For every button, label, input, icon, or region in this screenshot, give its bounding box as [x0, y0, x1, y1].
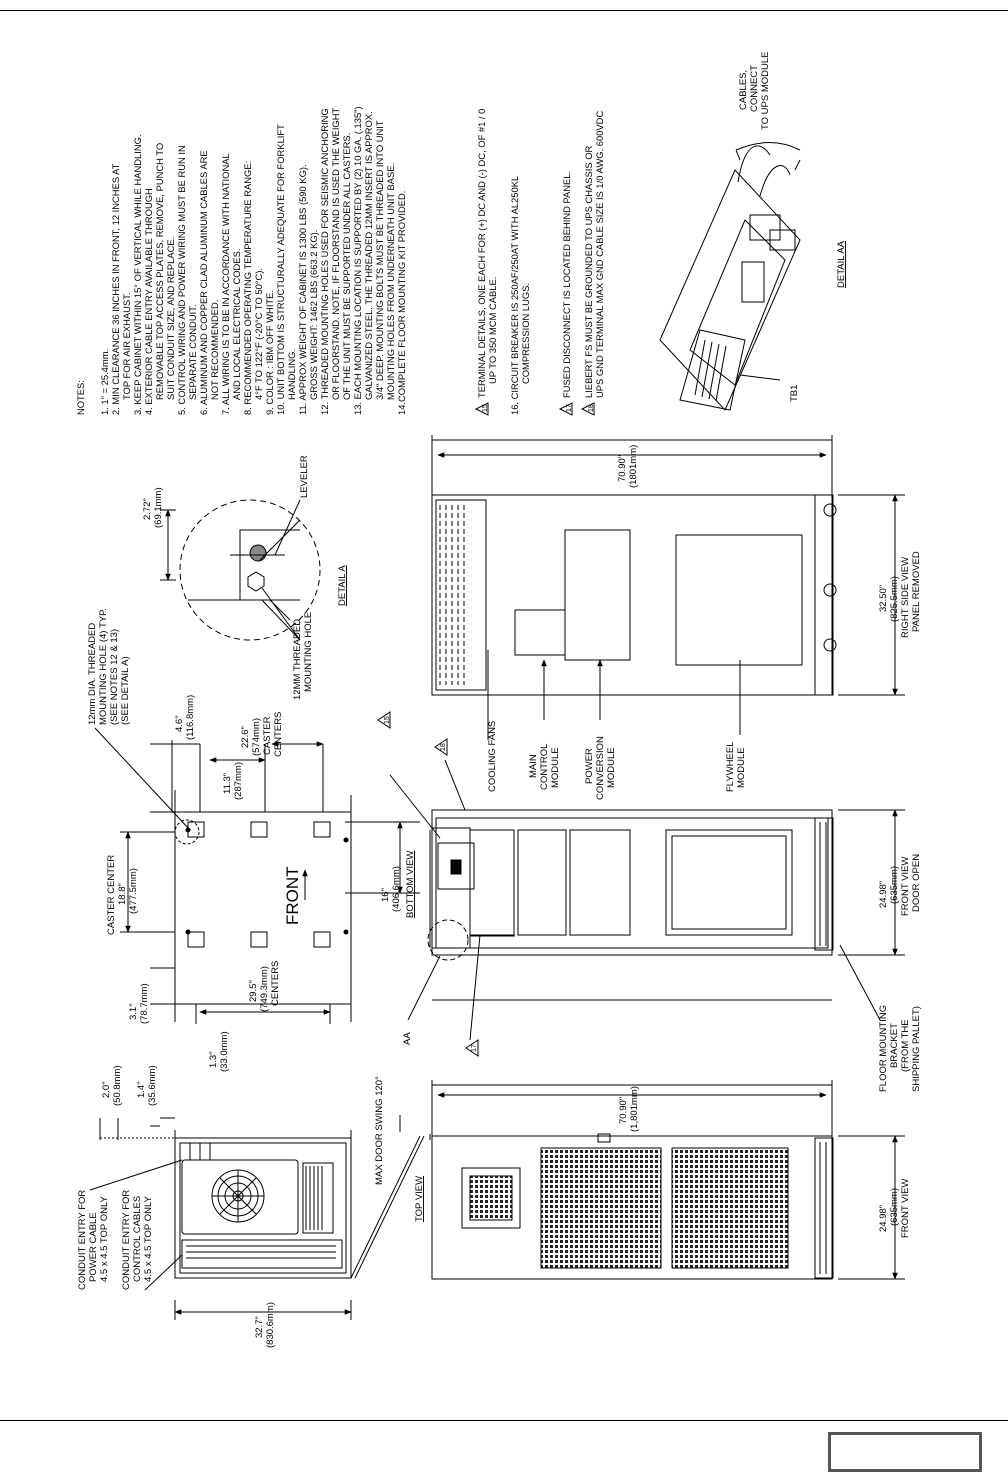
right-side-view	[432, 435, 905, 695]
power-conversion-module	[570, 830, 630, 935]
main-control-label: MAIN	[528, 754, 539, 778]
caster-icon	[188, 932, 204, 947]
note-line: 9. COLOR : IBM OFF WHITE.	[264, 289, 275, 415]
caster-centers-label: 29.5"	[248, 980, 259, 1002]
leader-line	[95, 728, 190, 830]
depth-label: 16"	[380, 888, 391, 902]
leader-line	[408, 956, 440, 1020]
cable-lug-icon	[750, 215, 780, 240]
side-view-title: PANEL REMOVED	[911, 551, 922, 632]
leader-line	[840, 945, 880, 1020]
front-width-label: (635mm)	[889, 1187, 900, 1226]
front-open-title: DOOR OPEN	[911, 853, 922, 912]
detail-aa-title: DETAIL AA	[836, 241, 847, 288]
flag-number: 18	[588, 404, 595, 412]
top-view-outline	[175, 1138, 351, 1278]
main-control-module	[470, 830, 514, 935]
dim-113-label: (287mm)	[233, 761, 244, 800]
caster-centers-label: CENTERS	[270, 960, 281, 1006]
note-line: OR FLOORSTAND. NOTE, IF FLOORSTAND IS USED THE WEIGHT	[330, 107, 341, 400]
power-conversion-box	[565, 530, 630, 660]
note-line: OF THE UNIT MUST BE SUPPORTED UNDER ALL CASTERS.	[341, 132, 352, 400]
conduit-control-label: CONTROL CABLES	[132, 1195, 143, 1282]
leveler-icon	[250, 545, 266, 561]
dim-2-label: 2.0"	[101, 1081, 112, 1098]
detail-a-title: DETAIL A	[337, 565, 348, 606]
note-line: 16. CIRCUIT BREAKER IS 250AF/250AT WITH AL250KL	[509, 175, 520, 415]
bracket-label: (FROM THE	[900, 1019, 911, 1072]
floor-bracket	[815, 818, 833, 950]
conduit-control-label: CONDUIT ENTRY FOR	[121, 1189, 132, 1290]
dim-13-label: 1.3"	[208, 1051, 219, 1068]
note-line: 13. EACH MOUNTING LOCATION IS SUPPORTED BY (2) 10 GA. (.135")	[352, 106, 363, 415]
front-height-label: 70.90"	[618, 1096, 629, 1124]
aa-callout-label: AA	[402, 1032, 413, 1045]
note-line: AND LOCAL ELECTRICAL CODES.	[231, 248, 242, 400]
note-line: 7. ALL WIRING IS TO BE IN ACCORDANCE WITH NATIONAL	[220, 153, 231, 415]
tb1-block	[680, 330, 745, 410]
flag-number: 17	[566, 404, 573, 412]
conduit-power-label: CONDUIT ENTRY FOR	[77, 1189, 88, 1290]
cabinet-outline	[432, 810, 832, 955]
dim-46-label: (116.8mm)	[185, 694, 196, 740]
detail-a-hole-label: 12MM THREADED	[292, 618, 303, 700]
conduit-power-label: POWER CABLE	[88, 1212, 99, 1282]
caster-wheel-icon	[824, 504, 836, 516]
dim-226-label: CASTER	[262, 716, 273, 755]
conduit-entry-power	[182, 1240, 342, 1268]
mounting-hole-icon	[248, 572, 264, 591]
note-line: 11. APPROX WEIGHT OF CABINET IS 1300 LBS (590 KG).	[297, 164, 308, 415]
caster-center-label: 18.8"	[117, 883, 128, 905]
note-line: UP TO 350 MCM CABLE.	[487, 276, 498, 384]
note-line: GALVANIZED STEEL. THE THREADED 12MM INSERT IS APPROX.	[363, 111, 374, 400]
front-open-width: (635mm)	[889, 865, 900, 904]
flag-number: 17	[471, 1044, 478, 1052]
bottom-view	[95, 728, 420, 1024]
notes-heading: NOTES:	[75, 380, 86, 415]
note-line: TOP FOR AIR EXHAUST.	[121, 292, 132, 400]
leader-line	[390, 775, 440, 838]
front-view-title: FRONT VIEW	[900, 1178, 911, 1238]
side-height-label: 70.90"	[617, 454, 628, 482]
leader-line	[275, 500, 300, 555]
dim-226-label: 22.6"	[240, 726, 251, 748]
note-line: 3. KEEP CABINET WITHIN 15° OF VERTICAL WHILE HANDLING.	[132, 134, 143, 415]
caster-centers-label: (749.3mm)	[259, 966, 270, 1012]
fan-plate	[182, 1160, 298, 1234]
flywheel-module	[666, 830, 792, 935]
flywheel-box	[676, 535, 802, 665]
caster-center-label: CASTER CENTER	[106, 854, 117, 935]
power-conversion-label: MODULE	[606, 747, 617, 788]
front-height-label: (1,801mm)	[629, 1086, 640, 1132]
detail-a-hole-label: MOUNTING HOLE	[303, 611, 314, 692]
floor-bracket	[815, 1138, 833, 1278]
dim-31-label: (78.7mm)	[139, 983, 150, 1024]
note-line: COMPRESSION LUGS.	[520, 282, 531, 384]
power-conversion-label: CONVERSION	[595, 736, 606, 800]
dim-2-label: (50.8mm)	[112, 1065, 123, 1106]
note-line: 10. UNIT BOTTOM IS STRUCTURALLY ADEQUATE FOR FORKLIFT	[275, 124, 286, 415]
note-line: 14.COMPLETE FLOOR MOUNTING KIT PROVIDED.	[396, 190, 407, 415]
front-view	[430, 1080, 905, 1279]
leader-line	[740, 375, 780, 380]
flywheel-label: MODULE	[736, 747, 747, 788]
hole-label: MOUNTING HOLE (4) TYP.	[98, 608, 109, 725]
side-height-label: (1801mm)	[628, 444, 639, 488]
note-line: 8. RECOMMENDED OPERATING TEMPERATURE RANGE:	[242, 160, 253, 415]
bottom-view-title: BOTTOM VIEW	[405, 850, 416, 918]
detail-aa	[660, 143, 800, 411]
flag-number: 15	[482, 404, 489, 412]
bracket-label: BRACKET	[889, 1023, 900, 1068]
note-line: REMOVABLE TOP ACCESS PLATES. REMOVE, PUNCH TO	[154, 142, 165, 400]
note-line: 12. THREADED MOUNTING HOLES USED FOR SEISMIC ANCHORING	[319, 108, 330, 415]
leader-line	[90, 1160, 182, 1190]
door-swing-label: MAX DOOR SWING 120°	[374, 1076, 385, 1185]
caster-wheel-icon	[824, 639, 836, 651]
hole-label: (SEE NOTES 12 & 13)	[109, 628, 120, 725]
caster-icon	[314, 932, 330, 947]
note-line: TERMINAL DETAILS, ONE EACH FOR (+) DC AND (-) DC, OF #1 / 0	[476, 108, 487, 398]
cooling-fans-section	[436, 500, 486, 690]
power-conversion-label: POWER	[584, 748, 595, 784]
mounting-hole-icon	[186, 930, 190, 934]
note-line: 1. 1" = 25.4mm.	[99, 348, 110, 415]
cooling-fans-label: COOLING FANS	[487, 720, 498, 792]
tb1-label: TB1	[789, 384, 800, 402]
dim-14-label: (35.6mm)	[147, 1065, 158, 1106]
note-line: FUSED DISCONNECT IS LOCATED BEHIND PANEL.	[561, 170, 572, 398]
note-line: LIEBERT FS MUST BE GROUNDED TO UPS CHASSIS OR	[583, 145, 594, 398]
note-line: SUIT CONDUIT SIZE, AND REPLACE.	[165, 236, 176, 400]
mounting-hole-icon	[344, 838, 348, 842]
side-view-title: RIGHT SIDE VIEW	[900, 556, 911, 638]
note-line: UPS GND TERMINAL MAX GND CABLE SIZE IS 1/0 AWG. 600VDC	[594, 110, 605, 398]
front-label: FRONT	[283, 866, 302, 925]
conduit-control-label: 4.5 x 4.5 TOP ONLY	[143, 1196, 154, 1282]
caster-center-label: (477.5mm)	[128, 868, 139, 914]
top-width-label: (830.6mm)	[265, 1302, 276, 1348]
detail-a-dim: 2.72"	[142, 498, 153, 520]
hole-label: (SEE DETAIL A)	[120, 656, 131, 725]
note-line: NOT RECOMMENDED.	[209, 299, 220, 400]
caster-icon	[314, 822, 330, 837]
cables-label: TO UPS MODULE	[760, 51, 771, 130]
note-line: 4°F TO 122°F (-20°C TO 50°C).	[253, 267, 264, 400]
note-line: 6. ALUMINUM AND COPPER CLAD ALUMINUM CABLES ARE	[198, 150, 209, 415]
note-line: HANDLING.	[286, 348, 297, 400]
hole-label: 12mm DIA. THREADED	[87, 622, 98, 725]
vent-grille	[672, 1148, 788, 1268]
dim-13-label: (33.0mm)	[219, 1031, 230, 1072]
note-line: 4. EXTERIOR CABLE ENTRY AVAILABLE THROUGH	[143, 188, 154, 415]
caster-wheel-icon	[824, 584, 836, 596]
flywheel-label: FLYWHEEL	[725, 741, 736, 792]
leader-line	[470, 935, 480, 1040]
depth-label: (406.6mm)	[391, 866, 402, 912]
note-line: 5. CONTROL WIRING AND POWER WIRING MUST BE RUN IN	[176, 145, 187, 415]
detail-a-dim: (69.1mm)	[153, 487, 164, 528]
vent-grille	[541, 1148, 661, 1268]
top-width-label: 32.7"	[254, 1316, 265, 1338]
door-handle-icon	[598, 1134, 610, 1142]
front-width-label: 24.98"	[878, 1204, 889, 1232]
leveler-label: LEVELER	[299, 455, 310, 498]
side-depth-label: (825.5mm)	[889, 576, 900, 622]
flag-number: 18	[440, 743, 447, 751]
note-line: SEPARATE CONDUIT.	[187, 304, 198, 400]
flag-number: 15	[384, 716, 391, 724]
note-line: 2. MIN CLEARANCE 36 INCHES IN FRONT, 12 INCHES AT	[110, 163, 121, 415]
breaker-icon	[742, 262, 764, 302]
door-swing-line	[351, 1136, 420, 1278]
caster-icon	[251, 822, 267, 837]
notes-block	[75, 106, 605, 415]
note-line: GROSS WEIGHT: 1462 LBS (663.2 KG).	[308, 229, 319, 400]
leader-line	[445, 760, 465, 810]
note-line: 3/4" DEEP. MOUNTING BOLTS MUST BE THREADED INTO UNIT	[374, 120, 385, 400]
cables-label: CABLES,	[738, 69, 749, 110]
dim-226-label: CENTERS	[273, 711, 284, 757]
main-control-label: MODULE	[550, 747, 561, 788]
side-depth-label: 32.50"	[878, 584, 889, 612]
caster-icon	[251, 932, 267, 947]
dim-14-label: 1.4"	[136, 1081, 147, 1098]
bracket-label: SHIPPING PALLET)	[911, 1006, 922, 1092]
mounting-hole-icon	[344, 930, 348, 934]
main-control-label: CONTROL	[539, 743, 550, 790]
main-control-module-2	[518, 830, 566, 935]
detail-aa-callout	[428, 920, 468, 960]
cables-label: CONNECT	[749, 65, 760, 112]
main-control-box	[515, 610, 565, 655]
front-open-title: FRONT VIEW	[900, 856, 911, 916]
front-open-width: 24.98"	[878, 880, 889, 908]
front-view-door-open	[378, 712, 905, 1056]
dim-31-label: 3.1"	[128, 1003, 139, 1020]
bracket-label: FLOOR MOUNTING	[878, 1004, 889, 1092]
dim-46-label: 4.6"	[174, 715, 185, 732]
dim-113-label: 11.3"	[222, 772, 233, 794]
top-view-title: TOP VIEW	[414, 1175, 425, 1222]
terminal-plate	[660, 170, 800, 410]
conduit-power-label: 4.5 x 4.5 TOP ONLY	[99, 1196, 110, 1282]
dim-226-label: (574mm)	[251, 717, 262, 756]
note-line: MOUNTING HOLES FROM UNDERNEATH UNIT BASE.	[385, 162, 396, 400]
